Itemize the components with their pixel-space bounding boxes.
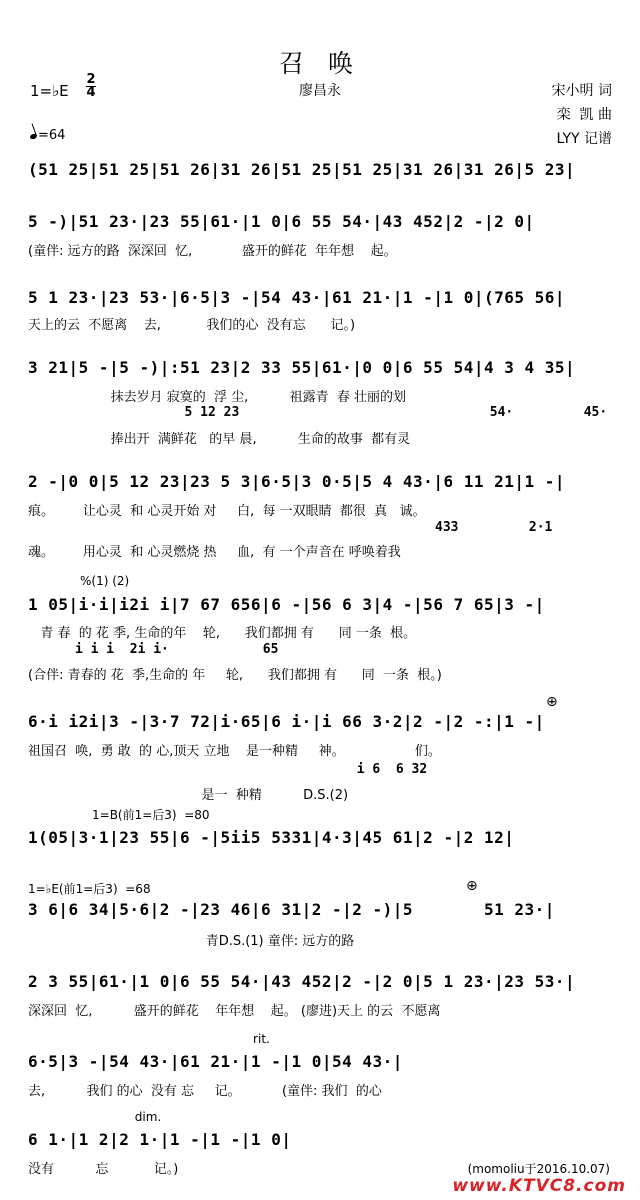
transcription-credit: (momoliu于2016.10.07) [467,1162,610,1176]
composer-credit: 栾 凯 曲 [556,107,612,123]
lyric-line: (童伴: 远方的路 深深回 忆, 盛开的鲜花 年年想 起。 [28,244,397,259]
notation-line: 5 1 23·|23 53·|6·5|3 -|54 43·|61 21·|1 -|1 0|(765 56| [28,288,566,307]
notation-line: 3 21|5 -|5 -)|:51 23|2 33 55|61·|0 0|6 55 54|4 3 4 35| [28,358,576,377]
coda-icon: ⊕ [546,694,558,710]
lyric-line: 青D.S.(1) 童伴: 远方的路 [28,934,355,949]
alternate-notation: 433 2·1 [28,520,553,535]
notation-line: 1 05|i·i|i2i i|7 67 656|6 -|56 6 3|4 -|56 7 65|3 -| [28,595,545,614]
tempo-value: =64 [38,128,66,143]
key-change-marking: 1=♭E(前1=后3) =68 [28,882,151,896]
time-signature-bottom: 4 [86,85,96,100]
lyric-line: 深深回 忆, 盛开的鲜花 年年想 起。 (廖进)天上 的云 不愿离 [28,1004,441,1019]
transcriber-credit: LYY 记谱 [556,131,612,147]
singer-name: 廖昌永 [299,83,341,99]
segno-mark: %(1) (2) [80,574,130,588]
notation-line: 5 -)|51 23·|23 55|61·|1 0|6 55 54·|43 452|2 -|2 0| [28,212,535,231]
notation-line: 6·i i2i|3 -|3·7 72|i·65|6 i·|i 66 3·2|2 -|2 -:|1 -| [28,712,545,731]
key-change-marking: 1=B(前1=后3) =80 [92,808,210,822]
notation-line: 3 6|6 34|5·6|2 -|23 46|6 31|2 -|2 -)|5 51 23·| [28,900,555,919]
notation-line: 2 3 55|61·|1 0|6 55 54·|43 452|2 -|2 0|5 1 23·|23 53·| [28,972,576,991]
notation-line: 6 1·|1 2|2 1·|1 -|1 -|1 0| [28,1130,292,1149]
tempo-marking [30,128,65,143]
site-watermark: www.KTVC8.com [452,1176,626,1196]
lyric-line: 没有 忘 记。) [28,1162,179,1177]
lyric-line: 痕。 让心灵 和 心灵开始 对 白, 每 一双眼睛 都很 真 诚。 [28,504,426,519]
notation-line: (51 25|51 25|51 26|31 26|51 25|51 25|31 26|31 26|5 23| [28,160,576,179]
key-signature: 1=♭E [30,82,69,100]
lyric-line: 青 春 的 花 季, 生命的年 轮, 我们都拥 有 同 一条 根。 [28,626,417,641]
lyric-line: 天上的云 不愿离 去, 我们的心 没有忘 记。) [28,318,356,333]
dynamic-direction: dim. [28,1110,162,1124]
lyric-line: 去, 我们 的心 没有 忘 记。 (童伴: 我们 的心 [28,1084,382,1099]
notation-line: 1(05|3·1|23 55|6 -|5ii5 5331|4·3|45 61|2 -|2 12| [28,828,515,847]
alternate-notation: 5 12 23 54· 45· [28,405,608,420]
coda-icon: ⊕ [466,878,478,894]
song-title: 召 唤 [279,49,361,78]
lyric-line: 魂。 用心灵 和 心灵燃烧 热 血, 有 一个声音在 呼唤着我 [28,545,401,560]
lyricist-credit: 宋小明 词 [551,83,612,99]
alternate-notation: i 6 6 32 [28,762,428,777]
lyric-line: 抹去岁月 寂寞的 浮 尘, 祖露青 春 壮丽的划 [28,390,407,405]
tempo-direction: rit. [28,1032,270,1046]
quarter-note-icon [29,133,37,140]
lyric-line: 是一 种精 D.S.(2) [28,788,349,803]
time-signature [86,74,96,99]
lyric-line: 祖国召 唤, 勇 敢 的 心,顶天 立地 是一种精 神。 们。 [28,744,441,759]
time-signature-top: 2 [86,72,96,87]
alternate-notation: i i i 2i i· 65 [28,642,279,657]
lyric-line: 捧出开 满鲜花 的早 晨, 生命的故事 都有灵 [28,432,411,447]
lyric-line: (合伴: 青春的 花 季,生命的 年 轮, 我们都拥 有 同 一条 根。) [28,668,442,683]
notation-line: 6·5|3 -|54 43·|61 21·|1 -|1 0|54 43·| [28,1052,403,1071]
notation-line: 2 -|0 0|5 12 23|23 5 3|6·5|3 0·5|5 4 43·|6 11 21|1 -| [28,472,566,491]
